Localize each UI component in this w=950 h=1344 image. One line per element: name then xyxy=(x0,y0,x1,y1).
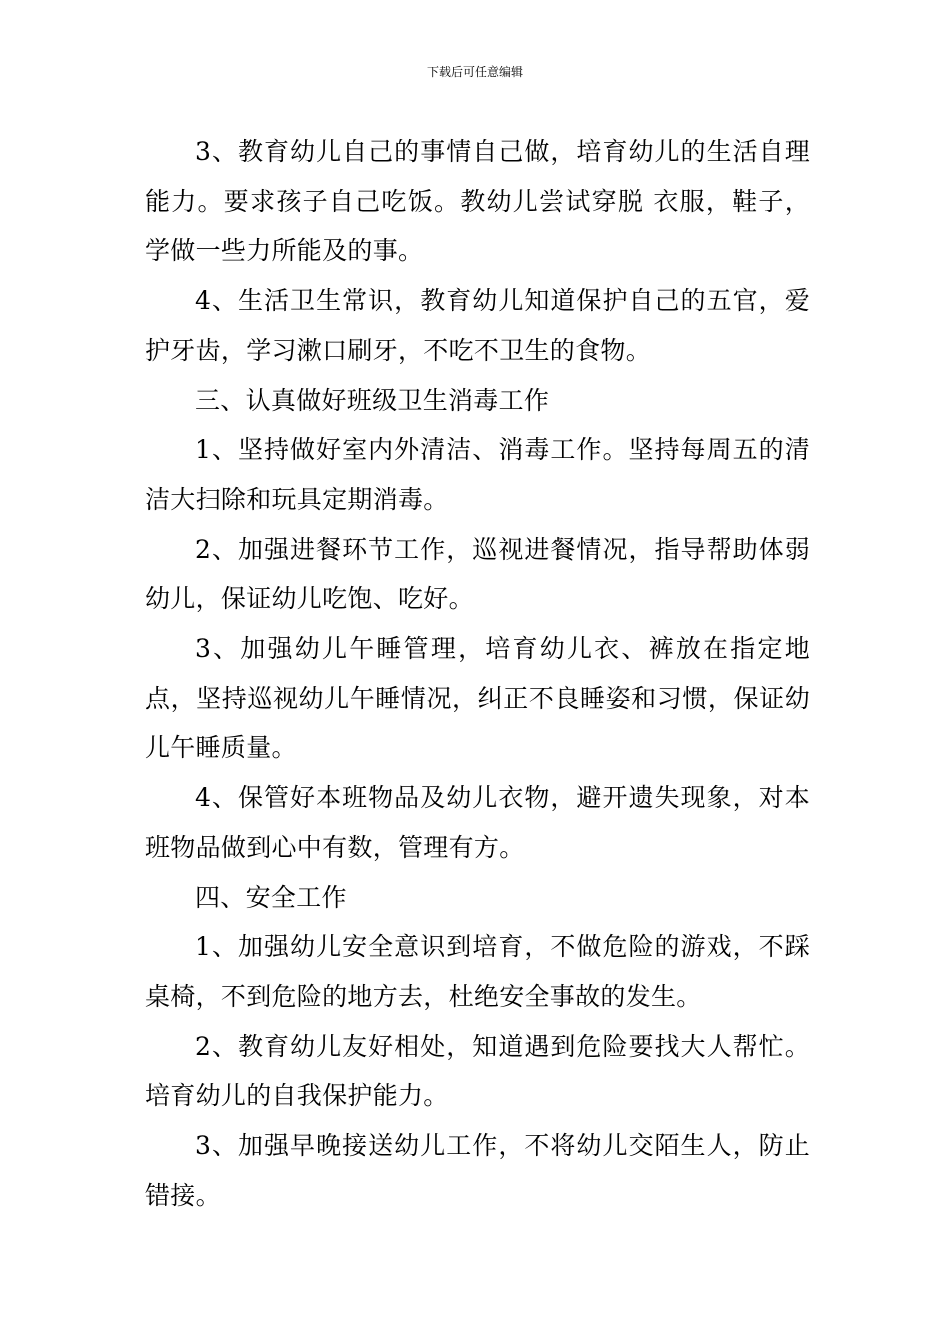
paragraph-cleaning: 1、坚持做好室内外清洁、消毒工作。坚持每周五的清洁大扫除和玩具定期消毒。 xyxy=(145,435,810,514)
paragraph-self-care: 3、教育幼儿自己的事情自己做，培育幼儿的生活自理能力。要求孩子自己吃饭。教幼儿尝试穿脱 衣服，鞋子，学做一些力所能及的事。 xyxy=(145,137,810,266)
paragraph-pickup: 3、加强早晚接送幼儿工作，不将幼儿交陌生人，防止错接。 xyxy=(145,1131,810,1210)
section-heading-safety: 四、安全工作 xyxy=(195,882,347,912)
paragraph-self-protection: 2、教育幼儿友好相处，知道遇到危险要找大人帮忙。培育幼儿的自我保护能力。 xyxy=(145,1031,810,1111)
document-body xyxy=(145,127,810,1220)
paragraph-nap: 3、加强幼儿午睡管理，培育幼儿衣、裤放在指定地点，坚持巡视幼儿午睡情况，纠正不良睡姿和习惯，保证幼儿午睡质量。 xyxy=(145,634,810,763)
paragraph-meals: 2、加强进餐环节工作，巡视进餐情况，指导帮助体弱幼儿，保证幼儿吃饱、吃好。 xyxy=(145,534,810,614)
paragraph-hygiene-knowledge: 4、生活卫生常识，教育幼儿知道保护自己的五官，爱护牙齿，学习漱口刷牙，不吃不卫生的食物。 xyxy=(145,286,810,365)
paragraph-safety-awareness: 1、加强幼儿安全意识到培育，不做危险的游戏，不踩桌椅，不到危险的地方去，杜绝安全事故的发生。 xyxy=(145,932,810,1011)
page-header: 下载后可任意编辑 xyxy=(426,65,523,79)
paragraph-belongings: 4、保管好本班物品及幼儿衣物，避开遗失现象，对本班物品做到心中有数，管理有方。 xyxy=(145,783,810,862)
section-heading-disinfection: 三、认真做好班级卫生消毒工作 xyxy=(195,385,550,415)
